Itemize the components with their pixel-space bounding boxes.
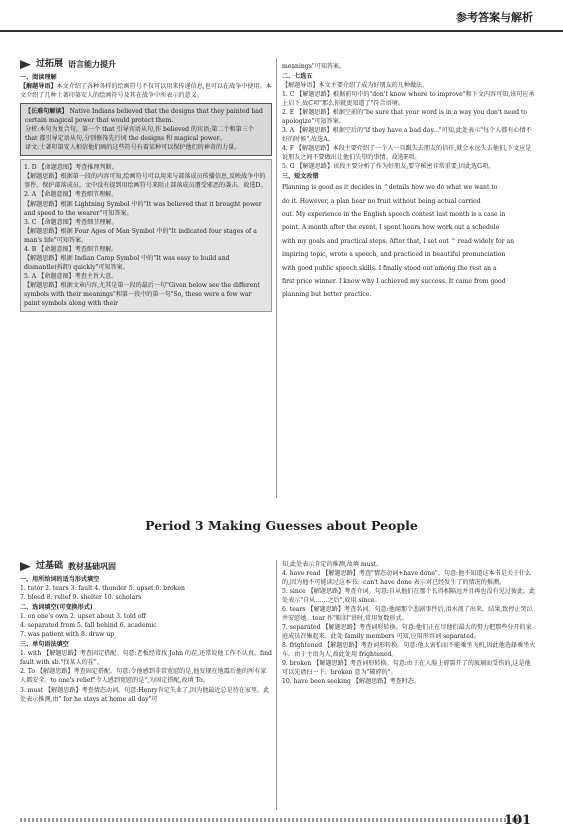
subsection-title: 三、单句语法填空: [20, 641, 69, 649]
answer-line: 3. C 【命题意图】考查细节理解。: [24, 218, 118, 226]
hard-sentence-en: Native Indians believed that the designs that they painted had certain magical power that would protect them.: [25, 108, 263, 125]
lower-right-column: [282, 560, 536, 686]
text-line: 10. have been seeking 【解题思路】考查时态。: [282, 678, 420, 686]
section-heading: [20, 560, 272, 573]
essay-line: Planning is good as it decides in ^details how we do what we want to: [282, 184, 498, 192]
answers-block: [20, 159, 272, 311]
text-line: 3. must 【解题思路】考查情态动词。句意:Henry肯定失业了,因为他最近总是待在家里。此处表示推测,由" for he stays at home all day"可: [20, 686, 270, 703]
section-title: 过基础: [36, 561, 64, 571]
essay-line: point. A month after the event, I spent hours how work out a schedule: [282, 224, 500, 232]
essay-line: with good public speech skills. I finally stood out among the rest an a: [282, 264, 497, 272]
answer-line: 5. A 【命题意图】考查主旨大意。: [24, 272, 118, 280]
text-line: 9. broken 【解题思路】考查词形转换。句意:由于在人脸上碎裂开了的玻璃而受伤的,这是他可以先请扫一下。broken 意为"破碎的"。: [282, 660, 531, 677]
text-line: 1. with 【解题思路】考查固定搭配。句意:老板经常找 John 的茬,还常说他工作不认真。find fault with sb."找某人的茬"。: [20, 650, 272, 667]
text-line: 5. G 【解题思路】该段主要分析了作为好朋友,要守秘密非常重要,因此选G项。: [282, 163, 495, 171]
upper-left-column: [20, 58, 272, 312]
text-line: 8. frightened 【解题思路】考查词形转换。句意:他太害怕而不能乘坐飞机,因此他选择乘坐火车。由于主语为人,故此处用 frightened。: [282, 642, 536, 659]
guide-label: 【解题导语】: [20, 83, 57, 91]
section-subtitle: 语言能力提升: [68, 59, 117, 69]
text-line: 5. since 【解题思路】考查介词。句意:自从他们在那个长得相隔远并且再也没有见过彼此。此处表示"自从……之后",故用 since。: [282, 588, 536, 605]
essay-line: do it. However, a plan bear no fruit without being actual carried: [282, 197, 481, 205]
text-line: 知,此处表示肯定的推测,故填 must。: [282, 561, 383, 568]
answer-line: 2. A 【命题意图】考查细节理解。: [24, 191, 118, 199]
text-line: 7. was patient with 8. draw up: [20, 631, 115, 639]
section-badge-icon: [20, 562, 31, 571]
error-correction-essay: [282, 181, 536, 302]
text-line: 2. To 【解题思路】考查固定搭配。句意:令他感到非常宽慰的是,他发现在地震后他的所有家人都安全。to one's relief"令人感到宽慰的是",为固定搭配,故填 To。: [20, 668, 267, 685]
text-line: meanings"可知答案。: [282, 63, 346, 70]
guide-text: 本文介绍了各种各样的绘画符号不仅可以用来传递信息,也可以在战争中使用。本文介绍了几种土著印第安人的绘画符号及其在战争中所表示的意义。: [20, 83, 272, 100]
answer-line: 【解题思路】根据 Four Ages of Man Symbol 中的"It indicated four stages of a man's life"可知答案。: [24, 227, 257, 244]
essay-line: planning but better practice.: [282, 291, 372, 299]
essay-line: impiring topic, wrote a speech, and practiced in beautiful pronunciation: [282, 251, 506, 259]
essay-line: first price winner. I know why I achieved my success. It came from good: [282, 278, 506, 286]
section-badge-icon: [20, 60, 31, 69]
column-divider: [276, 560, 277, 810]
subsection-title: 三、短文改错: [282, 173, 319, 181]
answer-line: 1. D 【命题意图】考查推理判断。: [24, 164, 118, 172]
text-line: 1. tutor 2. tears 3. fault 4. thunder 5. upset 6. broken: [20, 585, 185, 593]
footer-bar: [20, 818, 523, 822]
answer-line: 【解题思路】根据文章内容,尤其是第一段的最后一句"Given below see the different symbols with their meanings"和第一段中的第一句"So, these were a few war paint symbols along with their: [24, 281, 260, 307]
answer-line: 【解题思路】根据 Lightning Symbol 中的"It was believed that it brought power and speed to the wearer"可知答案。: [24, 200, 262, 217]
lower-left-column: [20, 560, 272, 704]
answer-line: 【解题思路】根据第一段的内容可知,绘画符号可以用来与部落成员传播信息,反映战争中的事件、保护部落成员。文中没有提到用绘画符号来阻止部落成员遭受邪恶的袭击。故选D。: [24, 173, 267, 190]
essay-line: out. My experience in the English speech contest last month is a case in: [282, 211, 506, 219]
text-line: 4. F 【解题思路】本段主要介绍了一个人一旦跟失去朋友的信任,就会永远失去他们,下文应是说朋友之间不要做出让他们失望的事情。故选F项。: [282, 145, 532, 162]
text-line: 7. separated 【解题思路】考查词形转换。句意:他们正在尽他们最大的努力把那些分开的家庭成员召集起来。此处 family members 可知,应用形容词 separated。: [282, 624, 532, 641]
hard-sentence-label: 【长难句解读】: [25, 108, 68, 116]
header-title: 参考答案与解析: [456, 11, 533, 24]
column-divider: [276, 58, 277, 498]
text-line: 【解题导语】本文主要介绍了成为好朋友的几种做法。: [282, 82, 429, 90]
essay-line: with my goals and practical steps. After that, I set out ^ read widely for an: [282, 237, 515, 245]
page-header: [0, 0, 563, 32]
text-line: 3. A 【解题思路】根据空后的"if they have a bad day..."可知,此处表示"每个人都有心情不好的时候",故选A。: [282, 127, 532, 144]
subsection-title: 一、阅读理解: [20, 74, 57, 82]
page-number: 101: [503, 813, 531, 828]
text-line: 1. C 【解题思路】根据前句中的"don't know where to improve"和下文内容可知,该句应承上启下,故C项"那么你就更知道了"符合语境。: [282, 91, 535, 108]
answer-line: 4. B 【命题意图】考查细节理解。: [24, 245, 118, 253]
section-title: 过拓展: [36, 59, 64, 69]
text-line: 4. separated from 5. fall behind 6. academic: [20, 622, 157, 630]
hard-sentence-box: [20, 103, 272, 156]
text-line: 6. tears 【解题思路】考查名词。句意:他闻那个悲剧事件后,泪水流了出来。结果,致停止哭泣并安慰她。tear 作"眼泪"讲时,常用复数形式。: [282, 606, 533, 623]
text-line: 2. E 【解题思路】根据空前的"be sure that your word is in a way you don't need to apologize"可知答案。: [282, 109, 528, 126]
upper-right-column: [282, 62, 536, 302]
text-line: 7. bleed 8. relief 9. shelter 10. scholars: [20, 594, 142, 602]
section-heading: [20, 58, 272, 71]
guide-paragraph: [20, 82, 272, 100]
subsection-title: 一、用所给词的适当形式填空: [20, 576, 100, 584]
section-subtitle: 教材基础巩固: [68, 561, 117, 571]
subsection-title: 二、选词填空(可变换形式): [20, 604, 93, 612]
text-line: 1. on one's own 2. upset about 3. told off: [20, 613, 146, 621]
text-line: 4. have read 【解题思路】考查"情态动词+have done"。句意:他不知道这本书是关于什么的,因为他不可能读过这本书。can't have done 表示对已经发生了的情况的推测。: [282, 570, 532, 587]
answer-line: 【解题思路】根据 Indian Camp Symbol 中的"It was easy to build and dismantle(拆卸) quickly"可知答案。: [24, 254, 230, 271]
subsection-title: 二、七选五: [282, 73, 313, 81]
translation-text: 译文:土著印第安人相信他们画的这些符号有着某种可以保护他们的神奇的力量。: [25, 144, 241, 152]
analysis-text: 分析:本句为复合句。第一个 that 引导宾语从句,作 believed 的宾语;第二个和第三个 that 都引导定语从句,分别修饰先行词 the designs 和 magical power。: [25, 126, 254, 143]
period-title: Period 3 Making Guesses about People: [145, 518, 418, 533]
